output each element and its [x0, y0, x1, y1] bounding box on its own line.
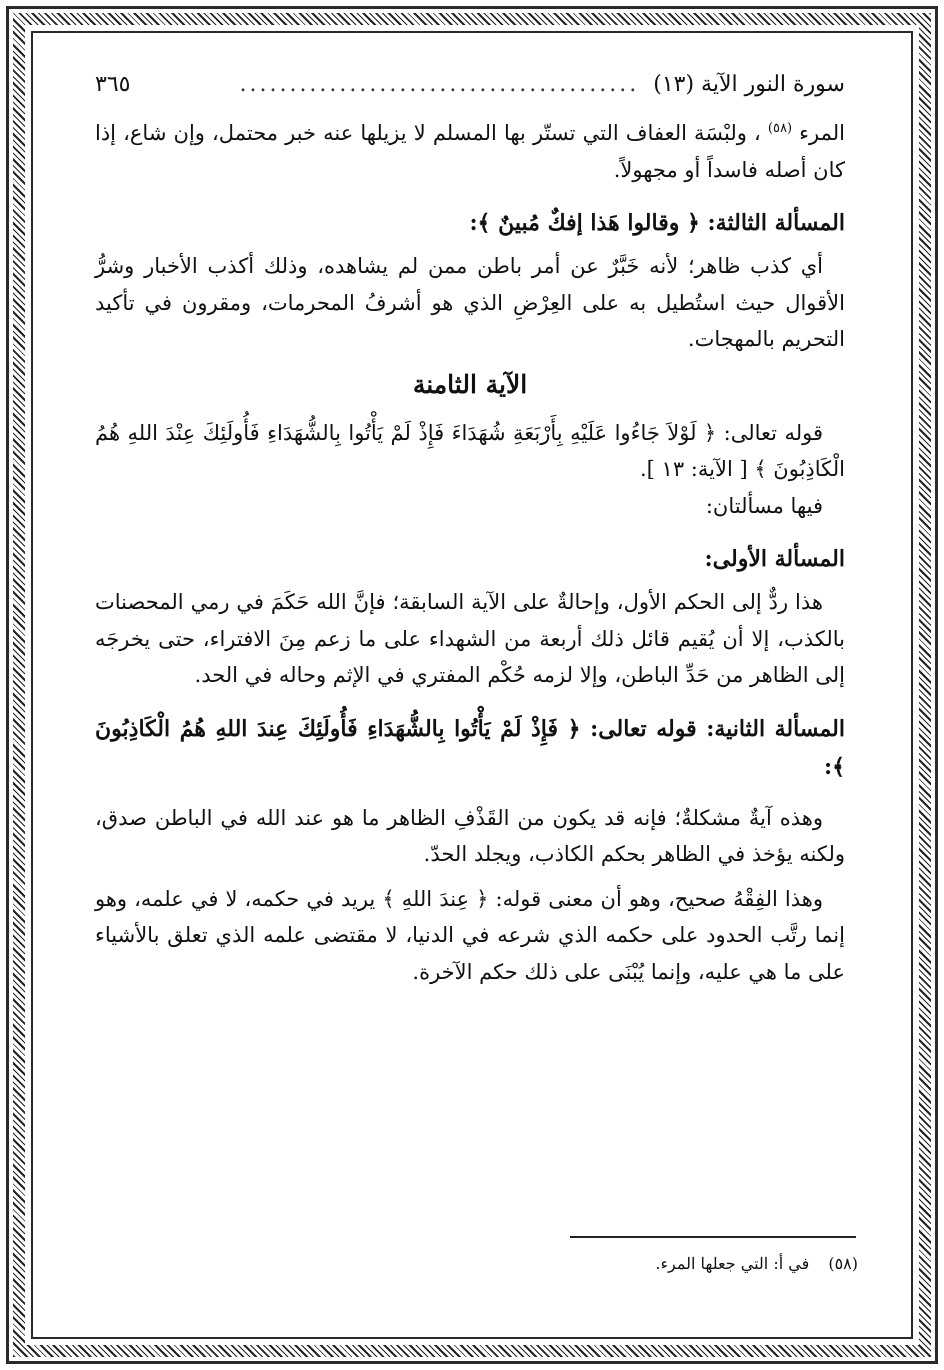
paragraph-first-issue: هذا ردٌّ إلى الحكم الأول، وإحالةٌ على الآية السابقة؛ فإنَّ الله حَكَمَ في رمي المحصنات بالكذب، إلا أن يُقيم قائل ذلك أربعة من الشهداء على ما زعم مِنَ الافتراء، حتى يخرجَه إلى الظاهر من حَدِّ الباطن، وإلا لزمه حُكْم المفتري في الإثم وحاله في الحد. [95, 590, 845, 687]
page-body [95, 72, 845, 990]
footnote [655, 1254, 858, 1273]
footnote-text: في أ: التي جعلها المرء. [655, 1254, 810, 1273]
paragraph-continued-rest: ، ولبْسَة العفاف التي تستّر بها المسلم لا يزيلها عنه خبر محتمل، وإن شاع، إذا كان أصله فاسداً أو مجهولاً. [95, 121, 845, 182]
header-dot-leader: ........................................ [239, 72, 640, 97]
paragraph-third-issue: أي كذب ظاهر؛ لأنه خَبَّرٌ عن أمر باطن ممن لم يشاهده، وذلك أكذب الأخبار وشرُّ الأقوال حيث استُطيل به على العِرْضِ الذي هو أشرفُ المحرمات، ومقرون في تأكيد التحريم بالمهجات. [95, 254, 845, 351]
heading-second-issue: المسألة الثانية: قوله تعالى: ﴿ فَإِذْ لَمْ يَأْتُوا بِالشُّهَدَاءِ فَأُولَئِكَ عِندَ اللهِ هُمُ الْكَاذِبُونَ ﴾: [95, 715, 845, 780]
paragraph-continued [95, 111, 845, 188]
header-title: سورة النور الآية (١٣) [653, 72, 845, 97]
heading-first-issue: المسألة الأولى: [704, 546, 845, 572]
page-number: ٣٦٥ [95, 72, 131, 97]
heading-third-issue: المسألة الثالثة: ﴿ وقالوا هَذا إفكٌ مُبينٌ ﴾: [469, 210, 845, 236]
paragraph-second-issue-a: وهذه آيةٌ مشكلةٌ؛ فإنه قد يكون من القَذْفِ الظاهر ما هو عند الله في الباطن صدق، ولكنه يؤخذ في الظاهر بحكم الكاذب، ويجلد الحدّ. [95, 805, 845, 866]
footnote-number: (٥٨) [828, 1254, 858, 1273]
footnote-reference: (٥٨) [767, 121, 793, 136]
paragraph-verse: قوله تعالى: ﴿ لَوْلاَ جَاءُوا عَلَيْهِ بِأَرْبَعَةِ شُهَدَاءَ فَإِذْ لَمْ يَأْتُوا بِالشُّهَدَاءِ فَأُولَئِكَ عِنْدَ اللهِ هُمُ الْكَاذِبُونَ ﴾ [ الآية: ١٣ ]. [95, 420, 845, 481]
section-title: الآية الثامنة [412, 369, 528, 399]
footnote-separator [570, 1236, 856, 1238]
paragraph-second-issue-b: وهذا الفِقْهُ صحيح، وهو أن معنى قوله: ﴿ عِندَ اللهِ ﴾ يريد في حكمه، لا في علمه، وهو إنما رتَّب الحدود على حكمه الذي شرعه في الدنيا، لا مقتضى علمه الذي تعلق بالأشياء على ما هي عليه، وإنما يُبْنَى على ذلك حكم الآخرة. [95, 886, 845, 984]
paragraph-continued-start: المرء [799, 121, 845, 145]
paragraph-two-issues: فيها مسألتان: [705, 493, 823, 518]
running-header [95, 72, 845, 97]
